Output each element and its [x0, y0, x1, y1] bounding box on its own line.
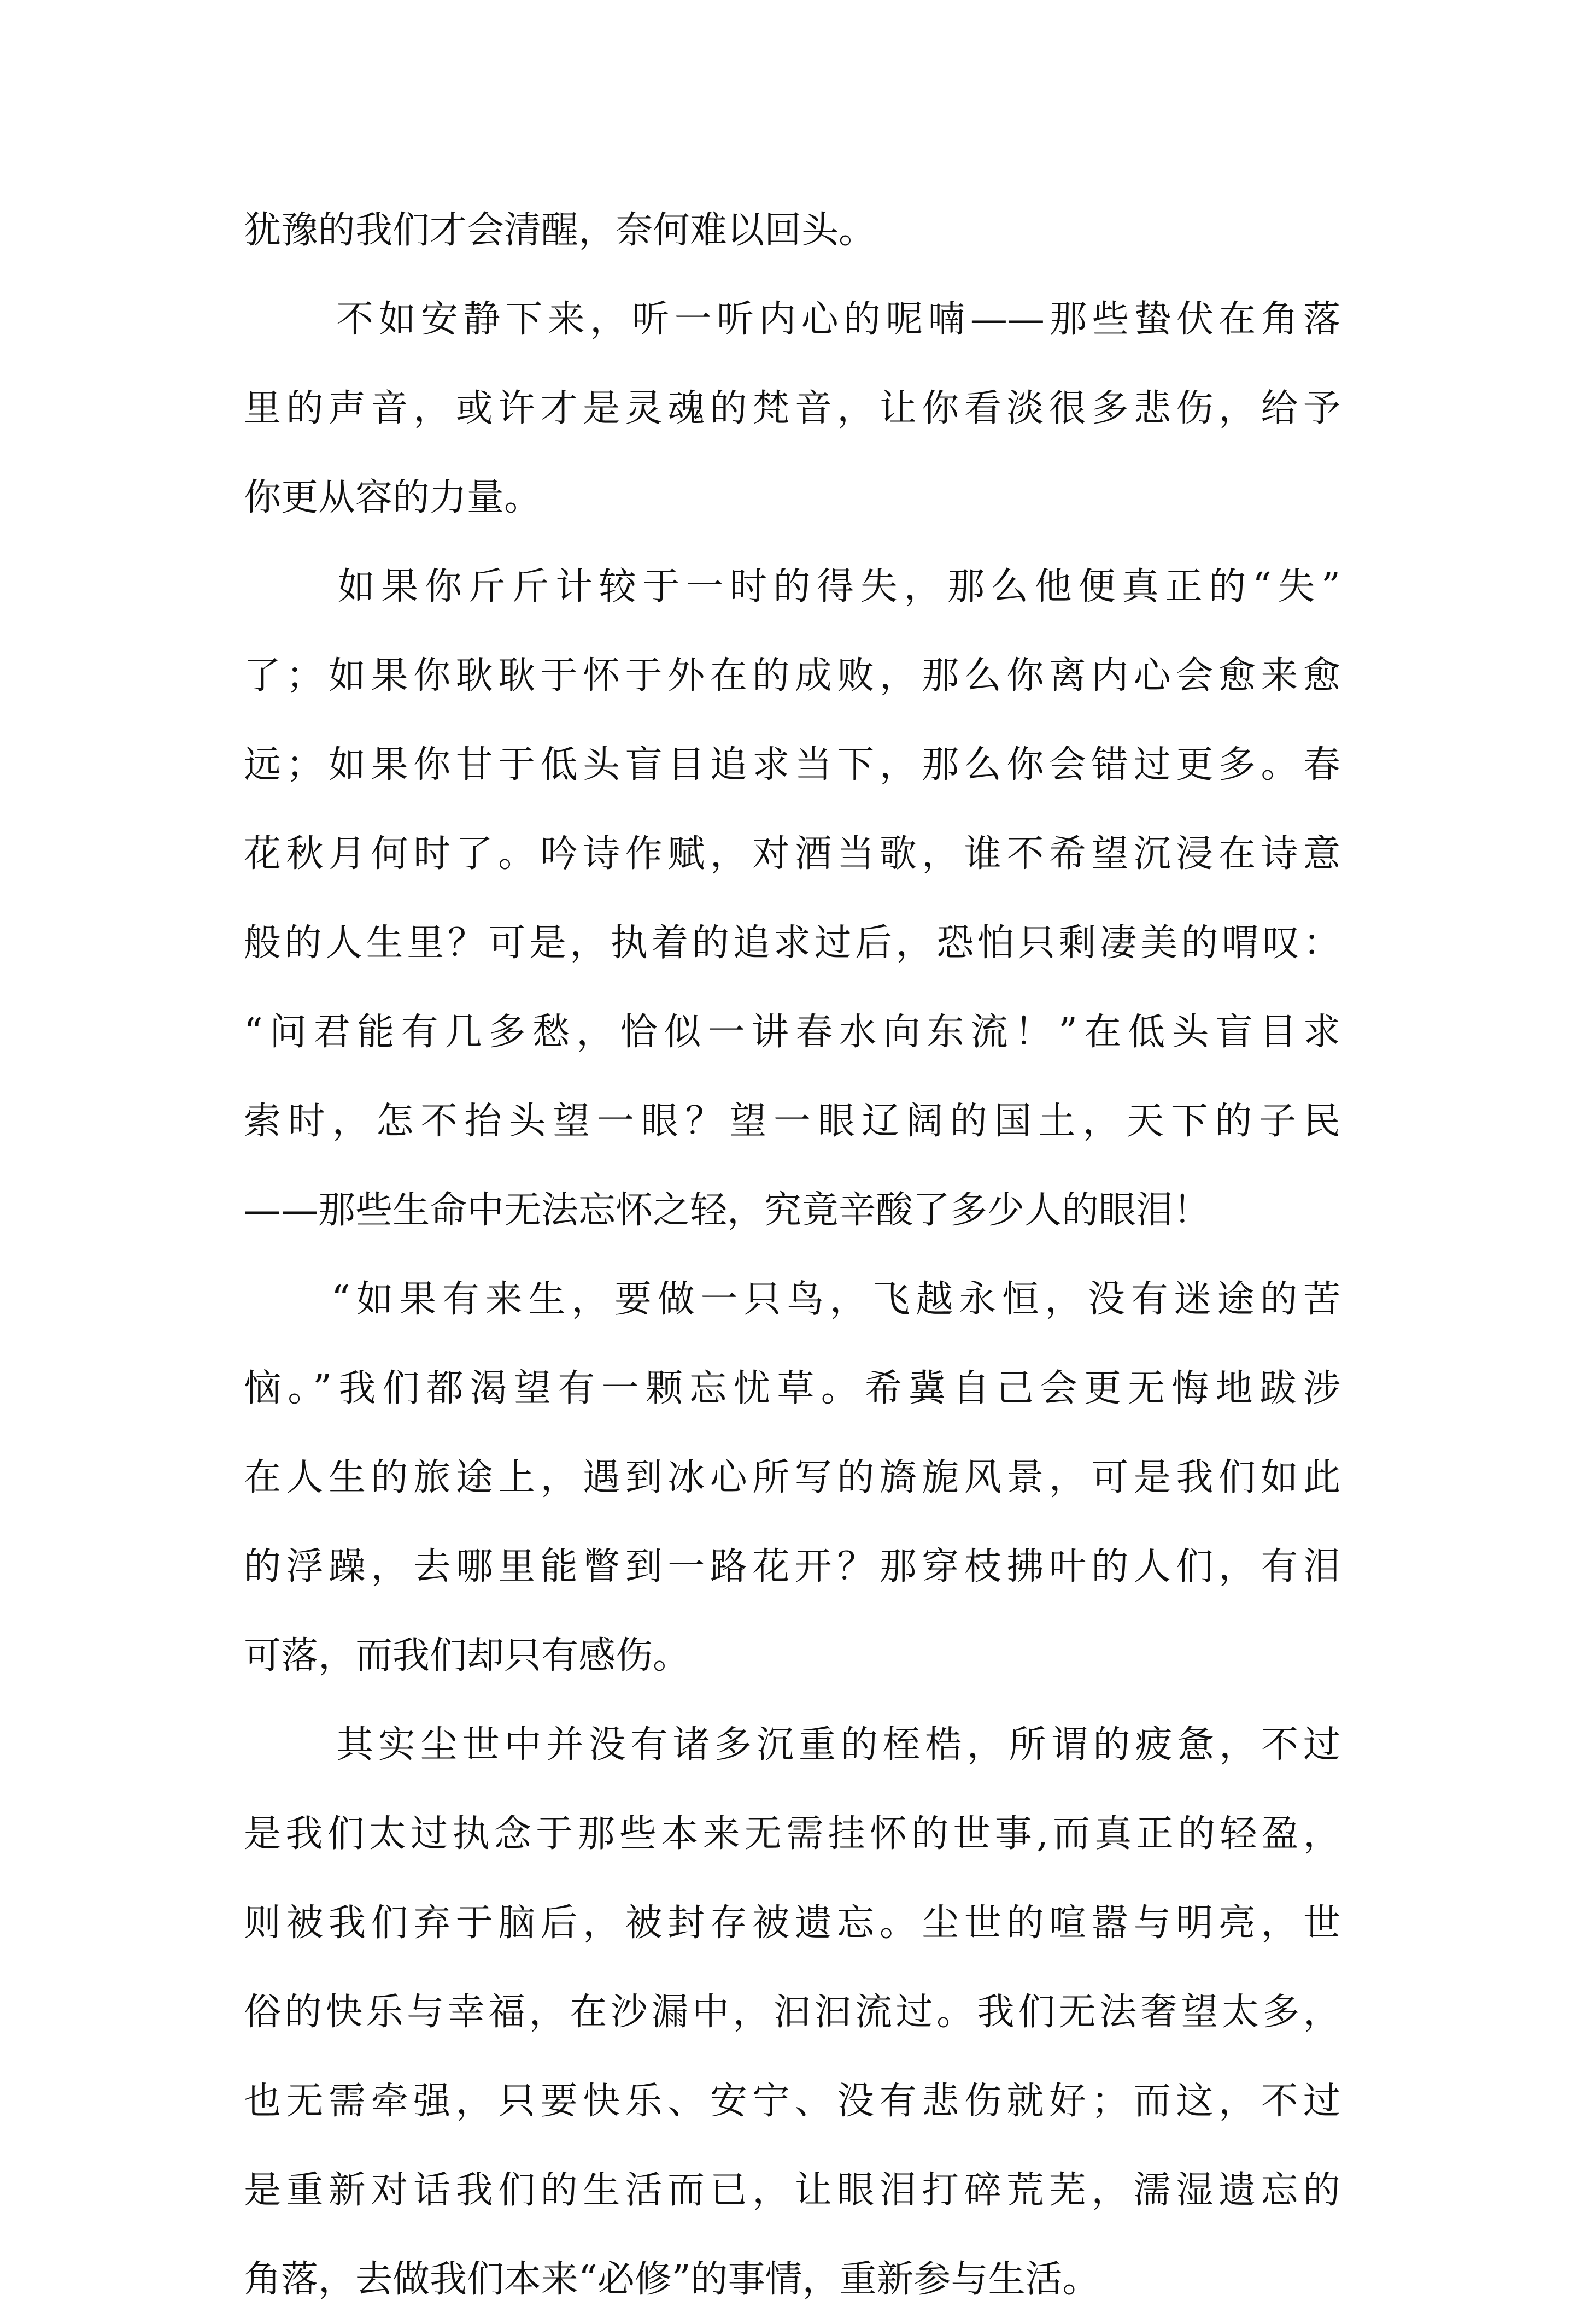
text-line-text: 犹豫的我们才会清醒，奈何难以回头。	[244, 209, 876, 252]
text-line	[244, 186, 1340, 275]
text-line-text: 是重新对话我们的生活而已，让眼泪打碎荒芜，濡湿遗忘的	[244, 2169, 1340, 2212]
text-line-content	[244, 364, 1340, 453]
text-line	[244, 1166, 1340, 1255]
text-line-content	[244, 1522, 1340, 1611]
text-line-text: “如果有来生，要做一只鸟，飞越永恒，没有迷途的苦	[331, 1278, 1340, 1321]
text-line	[244, 720, 1340, 809]
text-line	[244, 1255, 1340, 1344]
text-line-content	[244, 1077, 1340, 1166]
text-line-content	[244, 1344, 1340, 1433]
text-line-content	[244, 542, 1340, 631]
text-line-content	[244, 809, 1340, 899]
text-line-content	[244, 1433, 1340, 1522]
text-line-text: 花秋月何时了。吟诗作赋，对酒当歌，谁不希望沉浸在诗意	[244, 832, 1340, 876]
text-line-content	[244, 1611, 1340, 1700]
text-line-text: 远；如果你甘于低头盲目追求当下，那么你会错过更多。春	[244, 743, 1340, 787]
text-line	[244, 1700, 1340, 1789]
text-line-content	[244, 899, 1340, 988]
text-line	[244, 1968, 1340, 2057]
text-line-text: 的浮躁，去哪里能瞥到一路花开？那穿枝拂叶的人们，有泪	[244, 1545, 1340, 1588]
text-line-content	[244, 1968, 1340, 2057]
text-line-text: 是我们太过执念于那些本来无需挂怀的世事,而真正的轻盈，	[244, 1812, 1340, 1856]
text-line-content	[244, 1879, 1340, 1968]
text-line-content	[244, 1789, 1340, 1879]
text-line	[244, 988, 1340, 1077]
paragraph-indent	[244, 331, 331, 332]
text-line-content	[244, 1255, 1340, 1344]
text-line-content	[244, 720, 1340, 809]
paragraph-indent	[244, 1311, 331, 1312]
text-line-content	[244, 988, 1340, 1077]
text-line	[244, 364, 1340, 453]
text-line-content	[244, 453, 1340, 542]
text-line-text: 在人生的旅途上，遇到冰心所写的旖旎风景，可是我们如此	[244, 1456, 1340, 1499]
text-line	[244, 2146, 1340, 2235]
text-line	[244, 1789, 1340, 1879]
text-line-text: 不如安静下来，听一听内心的呢喃——那些蛰伏在角落	[331, 298, 1340, 341]
body-text	[244, 186, 1340, 2324]
text-line-text: 也无需牵强，只要快乐、安宁、没有悲伤就好；而这，不过	[244, 2080, 1340, 2123]
text-line	[244, 453, 1340, 542]
text-line-content	[244, 2057, 1340, 2146]
text-line	[244, 631, 1340, 720]
text-line	[244, 899, 1340, 988]
text-line-text: 般的人生里？可是，执着的追求过后，恐怕只剩凄美的喟叹：	[244, 922, 1340, 965]
text-line	[244, 809, 1340, 899]
text-line-text: 了；如果你耿耿于怀于外在的成败，那么你离内心会愈来愈	[244, 654, 1340, 697]
text-line-text: 恼。”我们都渴望有一颗忘忧草。希冀自己会更无悔地跋涉	[244, 1367, 1340, 1410]
text-line-content	[244, 1700, 1340, 1789]
paragraph-indent	[244, 598, 331, 599]
text-line-text: 其实尘世中并没有诸多沉重的桎梏，所谓的疲惫，不过	[331, 1723, 1340, 1767]
text-line	[244, 1879, 1340, 1968]
text-line	[244, 1077, 1340, 1166]
text-line-text: 索时，怎不抬头望一眼？望一眼辽阔的国土，天下的子民	[244, 1100, 1340, 1143]
text-line	[244, 542, 1340, 631]
text-line	[244, 275, 1340, 364]
text-line-text: 里的声音，或许才是灵魂的梵音，让你看淡很多悲伤，给予	[244, 387, 1340, 430]
text-line-text: 则被我们弃于脑后，被封存被遗忘。尘世的喧嚣与明亮，世	[244, 1902, 1340, 1945]
text-line	[244, 2235, 1340, 2324]
text-line	[244, 2057, 1340, 2146]
text-line-text: “问君能有几多愁，恰似一讲春水向东流！”在低头盲目求	[244, 1011, 1340, 1054]
text-line-content	[244, 186, 1340, 275]
text-line	[244, 1522, 1340, 1611]
text-line	[244, 1433, 1340, 1522]
text-line-text: 俗的快乐与幸福，在沙漏中，汩汩流过。我们无法奢望太多，	[244, 1991, 1340, 2034]
text-line-content	[244, 275, 1340, 364]
text-line-content	[244, 1166, 1340, 1255]
text-line-text: ——那些生命中无法忘怀之轻，究竟辛酸了多少人的眼泪！	[244, 1189, 1211, 1232]
text-line-text: 如果你斤斤计较于一时的得失，那么他便真正的“失”	[331, 565, 1340, 608]
text-line-content	[244, 2235, 1340, 2324]
text-line-text: 角落，去做我们本来“必修”的事情，重新参与生活。	[244, 2258, 1100, 2301]
text-line-text: 你更从容的力量。	[244, 476, 542, 519]
text-line-content	[244, 631, 1340, 720]
text-line-content	[244, 2146, 1340, 2235]
text-line	[244, 1344, 1340, 1433]
text-line-text: 可落，而我们却只有感伤。	[244, 1634, 690, 1677]
text-line	[244, 1611, 1340, 1700]
